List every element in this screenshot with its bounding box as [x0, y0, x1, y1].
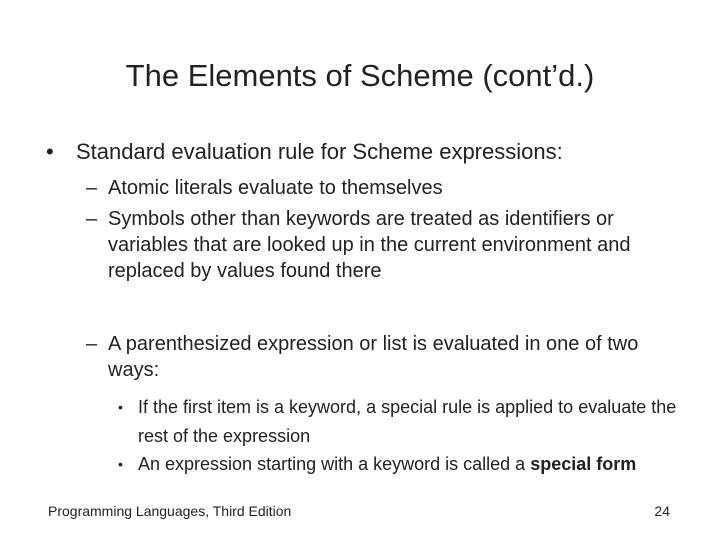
- sub-sub-item-text: If the first item is a keyword, a special rule is applied to evaluate the rest of the expression: [138, 397, 677, 446]
- small-bullet-icon: •: [118, 456, 123, 472]
- dash-icon: –: [86, 177, 98, 199]
- special-form-term: special form: [530, 454, 637, 474]
- dash-icon: –: [86, 208, 98, 230]
- sub-sub-item-text: An expression starting with a keyword is called a: [138, 454, 526, 474]
- footer-text: Programming Languages, Third Edition: [48, 503, 292, 519]
- slide-title: The Elements of Scheme (cont’d.): [125, 58, 595, 93]
- sub-item-text: A parenthesized expression or list is evaluated in one of two ways:: [108, 333, 639, 381]
- small-bullet-icon: •: [118, 399, 123, 415]
- main-bullet-text: Standard evaluation rule for Scheme expressions:: [76, 139, 563, 164]
- dash-icon: –: [86, 333, 98, 355]
- sub-item-text: Symbols other than keywords are treated as identifiers or variables that are looked up in the current environment and replaced by values found there: [108, 208, 631, 282]
- bullet-icon: •: [46, 139, 54, 164]
- sub-sub-item-text-wrap: [138, 450, 683, 479]
- page-number: 24: [654, 503, 670, 519]
- sub-item-text: Atomic literals evaluate to themselves: [108, 177, 443, 199]
